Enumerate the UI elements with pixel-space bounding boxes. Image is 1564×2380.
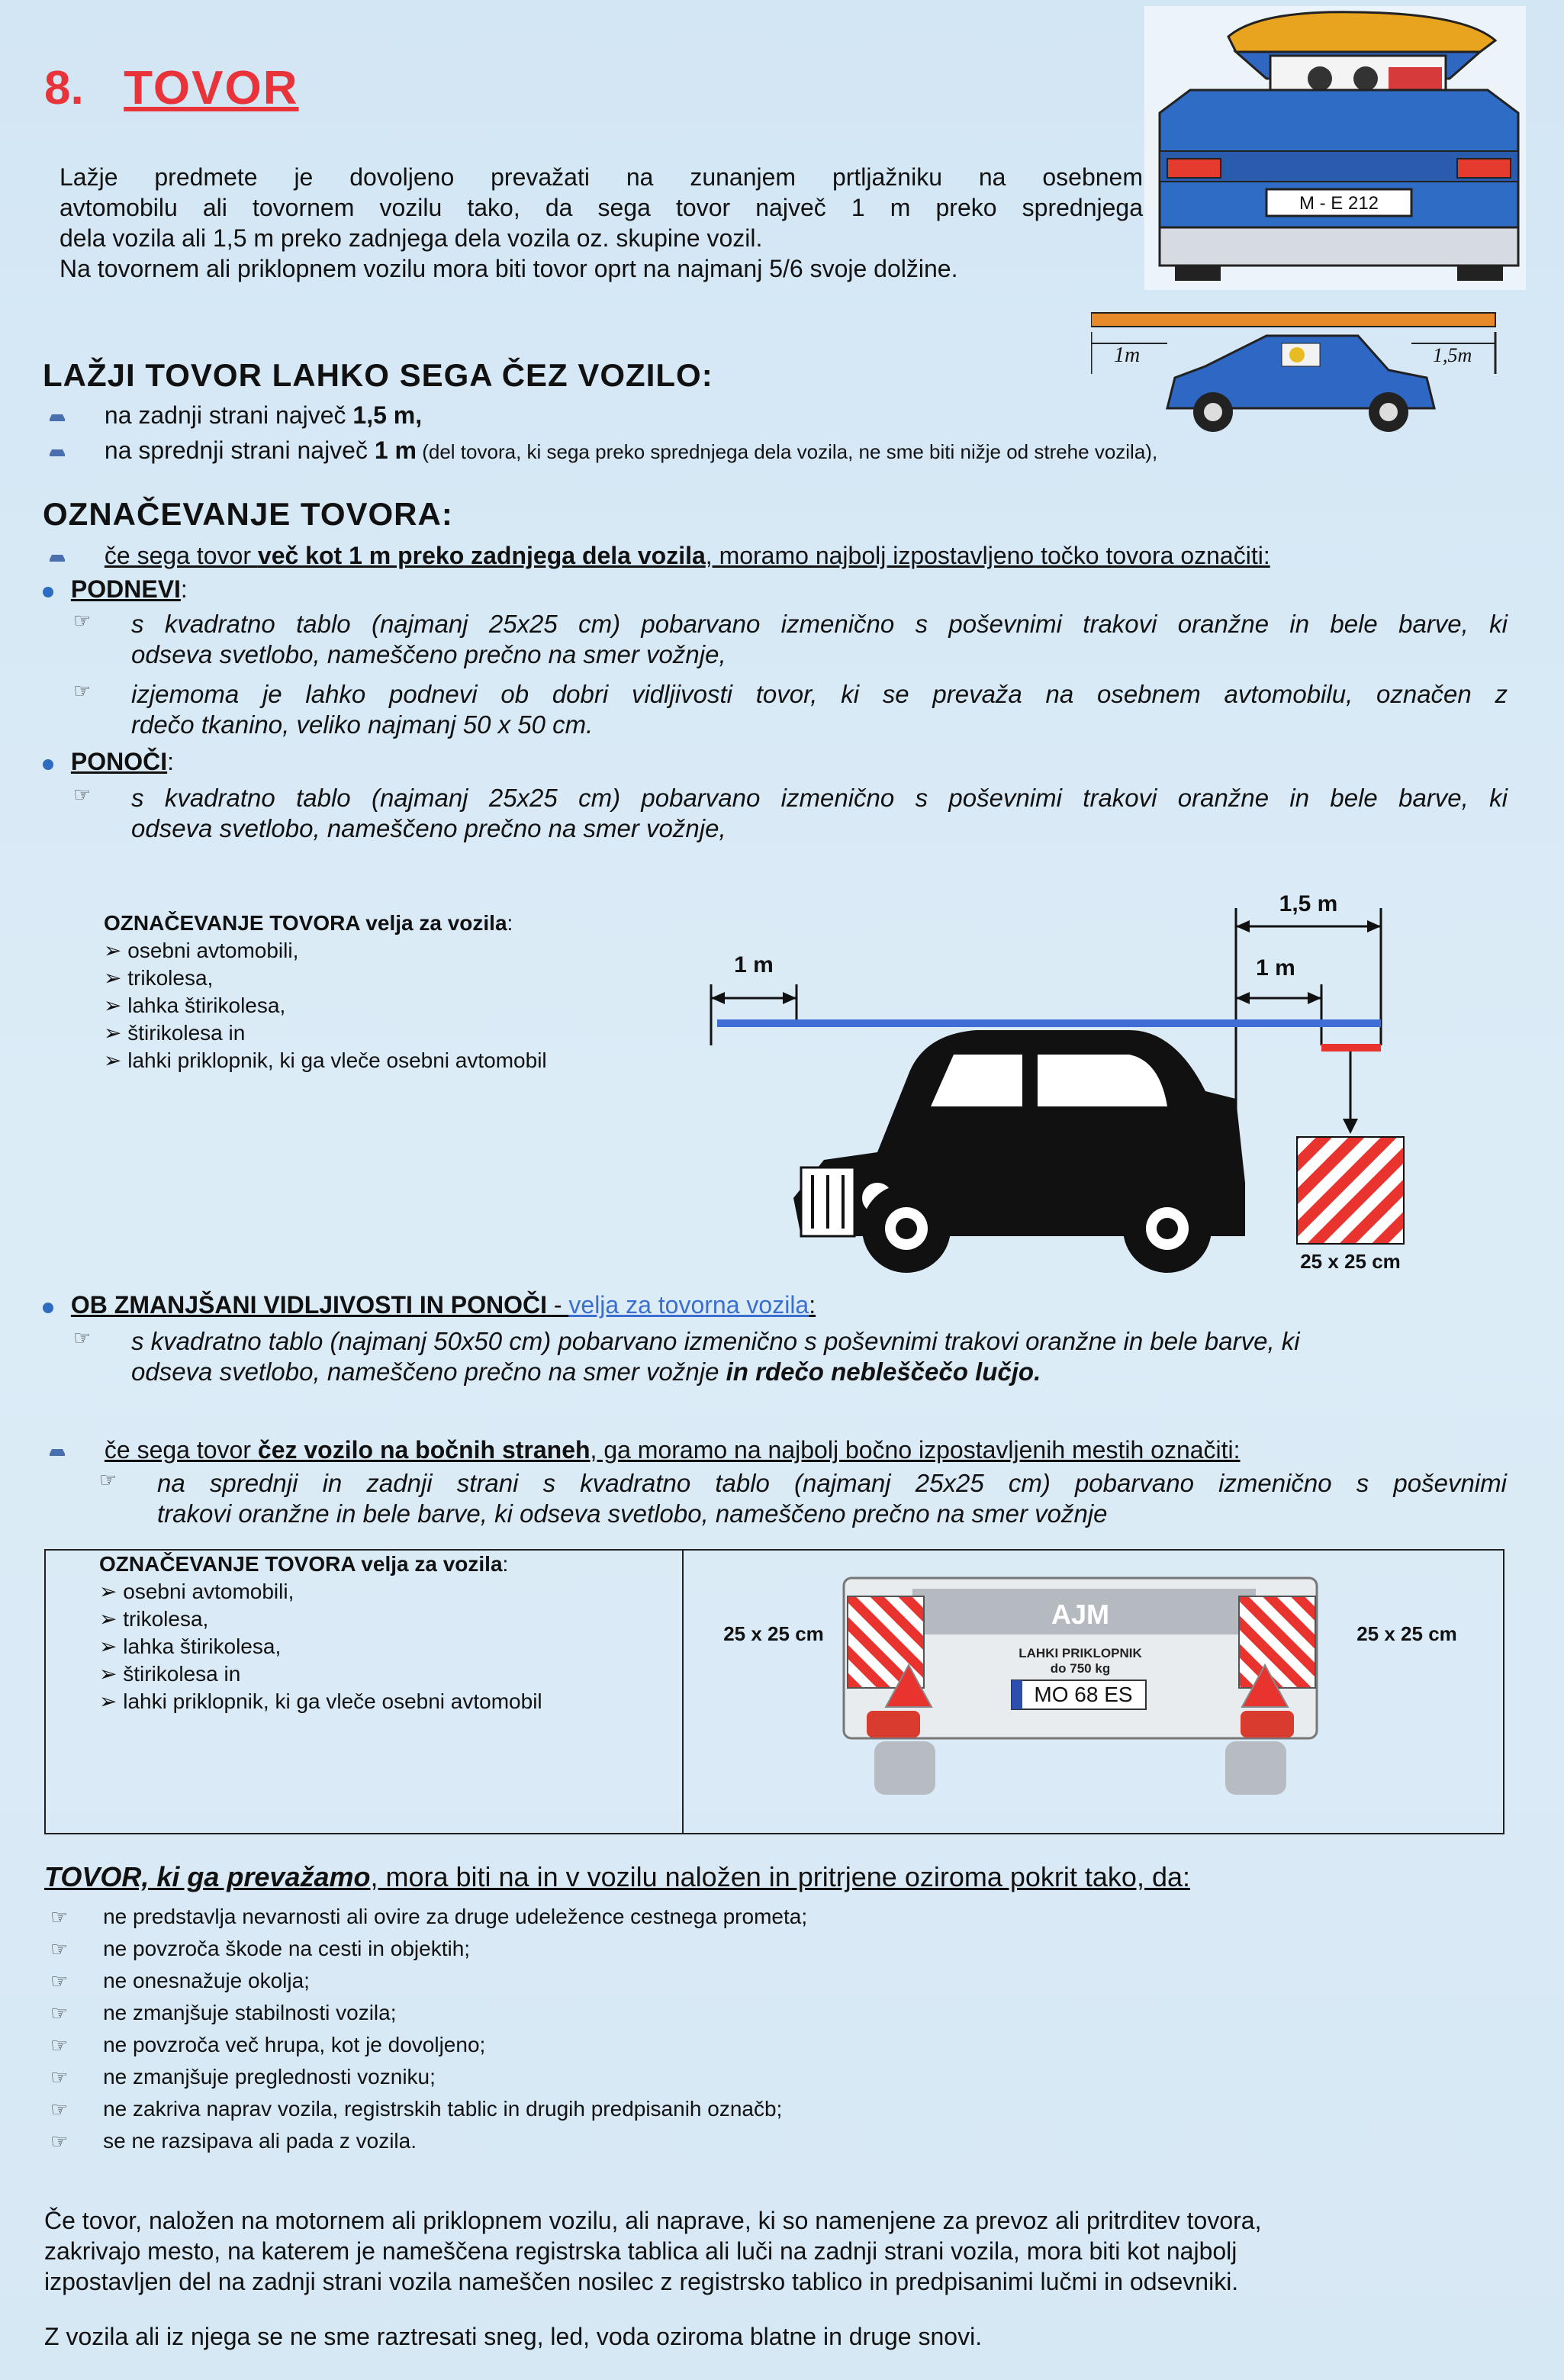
- sign-size-label: 25 x 25 cm: [1300, 1250, 1401, 1273]
- roof-rear-label: 1,5m: [1433, 344, 1472, 366]
- section-heading: OZNAČEVANJE TOVORA:: [43, 496, 453, 532]
- car-rear-illustration: [1144, 6, 1526, 290]
- front-overhang-label: 1 m: [734, 952, 774, 977]
- applies-list: OZNAČEVANJE TOVORA velja za vozila: ➢ osebni avtomobili, ➢ trikolesa, ➢ lahka štirikolesa, ➢ štirikolesa in ➢ lahki priklopnik, ki ga vleče osebni avtomobil: [99, 1551, 542, 1715]
- car-bullet-icon: [47, 1446, 67, 1458]
- list-item: ➢ lahka štirikolesa,: [104, 994, 286, 1017]
- right-tail-light: [1241, 1711, 1294, 1737]
- car-bullet-icon: [47, 552, 67, 564]
- right-wheel: [1225, 1741, 1286, 1795]
- closing-line: izpostavljen del na zadnji strani vozila nameščen nosilec z registrsko tablico in predpisanimi lučmi in odsevniki.: [44, 2268, 1239, 2295]
- rule-lead: če sega tovor več kot 1 m preko zadnjega dela vozila, moramo najbolj izpostavljeno točko tovora označiti:: [47, 540, 1270, 571]
- list-item: ➢ osebni avtomobili,: [99, 1580, 294, 1603]
- intro-line: dela vozila ali 1,5 m preko zadnjega dela vozila oz. skupine vozil.: [60, 224, 763, 252]
- visibility-item: ☞ s kvadratno tablo (najmanj 50x50 cm) pobarvano izmenično s poševnimi trakovi oranžne in bele barve, ki odseva svetlobo, nameščeno prečno na smer vožnje in rdečo nebleščečo lučjo.: [73, 1326, 1300, 1386]
- hand-pointer-icon: ☞: [73, 679, 92, 702]
- cargo-rules-heading: TOVOR, ki ga prevažamo, mora biti na in v vozilu naložen in pritrjene oziroma pokrit tako, da:: [44, 1861, 1190, 1892]
- hand-pointer-icon: ☞: [73, 609, 92, 632]
- day-heading: PODNEVI:: [43, 574, 188, 604]
- closing-line: zakrivajo mesto, na katerem je nameščena registrska tablica ali luči na zadnji strani vozila, mora biti kot najbolj: [44, 2237, 1237, 2265]
- list-item: ☞ ne zmanjšuje stabilnosti vozila;: [50, 2001, 397, 2024]
- right-sign-label: 25 x 25 cm: [1356, 1622, 1457, 1645]
- hand-pointer-icon: ☞: [50, 2098, 69, 2121]
- applies-table: [44, 1549, 1504, 1834]
- vintage-car: [793, 1030, 1245, 1273]
- rule-line: na zadnji strani največ 1,5 m,: [47, 400, 422, 430]
- trailer-type-line2: do 750 kg: [1050, 1661, 1111, 1676]
- closing-line: Če tovor, naložen na motornem ali priklopnem vozilu, ali naprave, ki so namenjene za prevoz ali pritrditev tovora,: [44, 2207, 1262, 2234]
- trailer-diagram: [684, 1551, 1501, 1831]
- intro-line: Na tovornem ali priklopnem vozilu mora biti tovor oprt na najmanj 5/6 svoje dolžine.: [60, 255, 958, 282]
- list-item: ➢ trikolesa,: [99, 1607, 209, 1631]
- car-bullet-icon: [47, 411, 67, 424]
- night-heading: PONOČI:: [43, 746, 174, 777]
- left-sign-label: 25 x 25 cm: [723, 1622, 824, 1645]
- load-bar: [717, 1019, 1381, 1027]
- page-title: TOVOR: [124, 62, 299, 114]
- warning-sign: [1297, 1137, 1404, 1244]
- list-item: ➢ lahki priklopnik, ki ga vleče osebni avtomobil: [104, 1048, 547, 1072]
- list-item: ➢ lahki priklopnik, ki ga vleče osebni avtomobil: [99, 1689, 542, 1713]
- list-item: ☞ ne zmanjšuje preglednosti vozniku;: [50, 2065, 436, 2089]
- closing-paragraph: [44, 2205, 1509, 2297]
- hand-pointer-icon: ☞: [73, 783, 92, 806]
- list-item: ☞ ne povzroča škode na cesti in objektih;: [50, 1937, 471, 1960]
- hand-pointer-icon: ☞: [50, 2130, 69, 2153]
- hand-pointer-icon: ☞: [50, 1905, 69, 1928]
- cargo-rules-list: [50, 1903, 807, 2155]
- intro-paragraph: [60, 162, 1143, 284]
- hand-pointer-icon: ☞: [50, 2066, 69, 2089]
- day-item: ☞ izjemoma je lahko podnevi ob dobri vidljivosti tovor, ki se prevaža na osebnem avtomobilu, označen z rdečo tkanino, veliko najmanj 50 x 50 cm.: [73, 679, 1508, 739]
- hand-pointer-icon: ☞: [73, 1326, 92, 1349]
- hand-pointer-icon: ☞: [50, 1969, 69, 1992]
- side-item: ☞ na sprednji in zadnji strani s kvadratno tablo (najmanj 25x25 cm) pobarvano izmenično s poševnimi trakovi oranžne in bele barve, ki odseva svetlobo, nameščeno prečno na smer vožnje: [99, 1468, 1507, 1528]
- hand-pointer-icon: ☞: [50, 2002, 69, 2024]
- list-item: ☞ ne predstavlja nevarnosti ali ovire za druge udeležence cestnega prometa;: [50, 1905, 808, 1928]
- rear-inner-label: 1 m: [1256, 955, 1295, 981]
- list-item: ☞ ne onesnažuje okolja;: [50, 1969, 310, 1992]
- section-number: 8.: [44, 62, 84, 114]
- car-rear-plate: M - E 212: [1299, 193, 1379, 214]
- left-tail-light: [867, 1711, 920, 1737]
- list-item: ➢ štirikolesa in: [99, 1662, 241, 1686]
- hand-pointer-icon: ☞: [99, 1468, 117, 1491]
- rule-lead: če sega tovor čez vozilo na bočnih straneh, ga moramo na najbolj bočno izpostavljenih mestih označiti:: [47, 1435, 1241, 1465]
- hand-pointer-icon: ☞: [50, 1937, 69, 1960]
- car-bullet-icon: [47, 446, 67, 459]
- car-overhang-diagram: [702, 878, 1465, 1274]
- trailer-brand: AJM: [1051, 1599, 1110, 1630]
- roof-front-label: 1m: [1114, 343, 1141, 367]
- bullet-dot: [43, 1303, 53, 1313]
- night-item: ☞ s kvadratno tablo (najmanj 25x25 cm) pobarvano izmenično s poševnimi trakovi oranžne in bele barve, ki odseva svetlobo, nameščeno prečno na smer vožnje,: [73, 783, 1508, 842]
- hand-pointer-icon: ☞: [50, 2034, 69, 2056]
- left-wheel: [874, 1741, 935, 1795]
- section-heading: LAŽJI TOVOR LAHKO SEGA ČEZ VOZILO:: [43, 357, 713, 393]
- rear-total-label: 1,5 m: [1279, 891, 1338, 916]
- section-header: [44, 61, 299, 115]
- applies-list: OZNAČEVANJE TOVORA velja za vozila: ➢ osebni avtomobili, ➢ trikolesa, ➢ lahka štirikolesa, ➢ štirikolesa in ➢ lahki priklopnik, ki ga vleče osebni avtomobil: [104, 910, 547, 1074]
- right-warning-sign: [1239, 1596, 1315, 1688]
- list-item: ➢ lahka štirikolesa,: [99, 1634, 282, 1658]
- intro-line: avtomobilu ali tovornem vozilu tako, da sega tovor največ 1 m preko sprednjega: [60, 194, 1143, 221]
- red-marker: [1321, 1044, 1381, 1052]
- trailer-type-line1: LAHKI PRIKLOPNIK: [1019, 1646, 1142, 1660]
- list-item: ➢ trikolesa,: [104, 966, 214, 990]
- trailer-plate-text: MO 68 ES: [1034, 1683, 1133, 1706]
- visibility-heading: OB ZMANJŠANI VIDLJIVOSTI IN PONOČI - velja za tovorna vozila:: [43, 1290, 816, 1320]
- list-item: ➢ štirikolesa in: [104, 1021, 246, 1045]
- list-item: ☞ ne zakriva naprav vozila, registrskih tablic in drugih predpisanih označb;: [50, 2097, 783, 2121]
- day-item: ☞ s kvadratno tablo (najmanj 25x25 cm) pobarvano izmenično s poševnimi trakovi oranžne in bele barve, ki odseva svetlobo, nameščeno prečno na smer vožnje,: [73, 609, 1508, 668]
- roof-load-diagram: [1091, 305, 1503, 443]
- bullet-dot: [43, 587, 53, 597]
- list-item: ➢ osebni avtomobili,: [104, 939, 299, 962]
- list-item: ☞ se ne razsipava ali pada z vozila.: [50, 2129, 417, 2153]
- bullet-dot: [43, 759, 53, 770]
- final-note: Z vozila ali iz njega se ne sme raztresati sneg, led, voda oziroma blatne in druge snovi.: [44, 2323, 983, 2350]
- intro-line: Lažje predmete je dovoljeno prevažati na zunanjem prtljažniku na osebnem: [60, 163, 1143, 191]
- list-item: ☞ ne povzroča več hrupa, kot je dovoljeno;: [50, 2033, 486, 2056]
- rule-line: na sprednji strani največ 1 m (del tovora, ki sega preko sprednjega dela vozila, ne sme biti nižje od strehe vozila),: [47, 435, 1543, 467]
